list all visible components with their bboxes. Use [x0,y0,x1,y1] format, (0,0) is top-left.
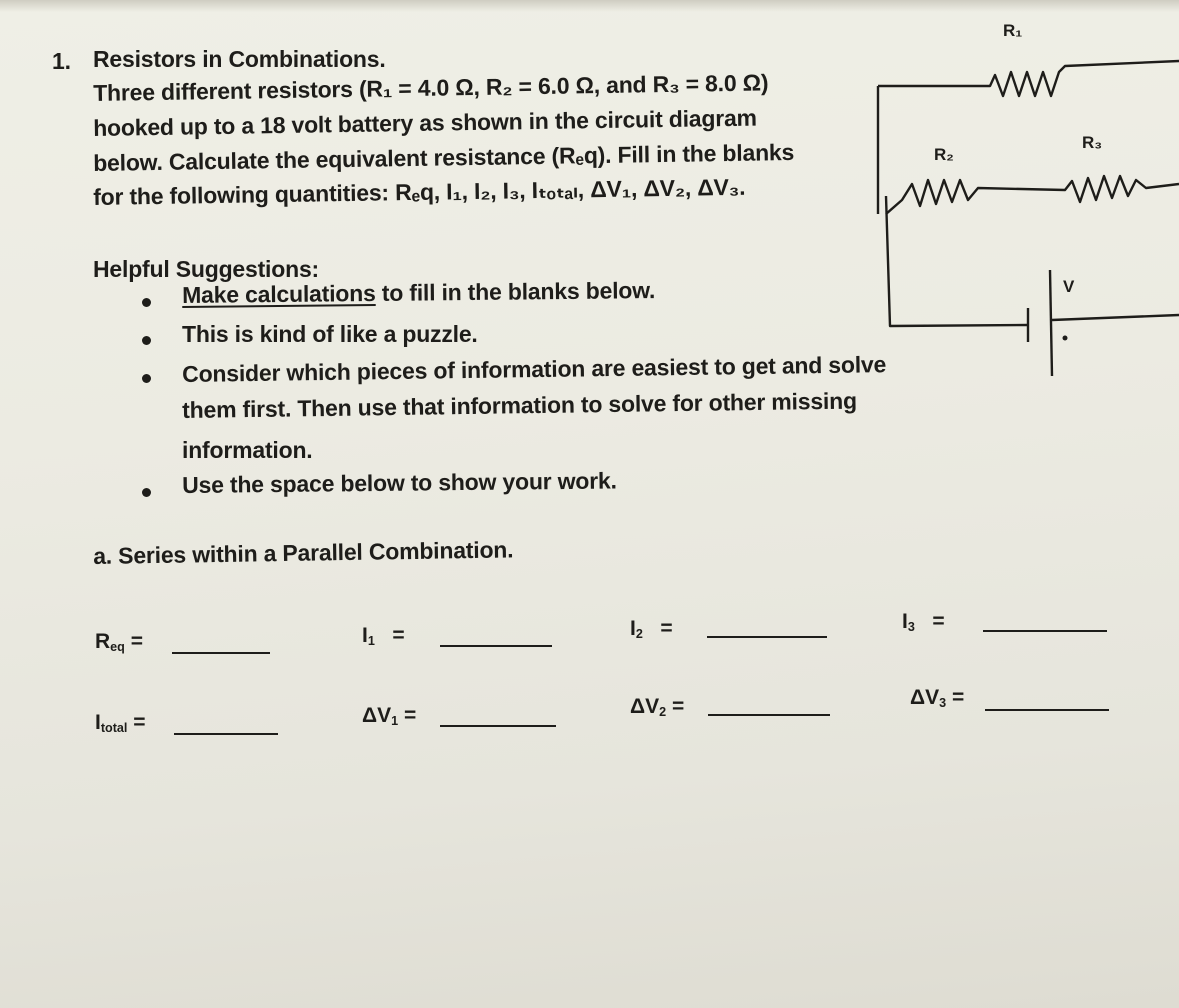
dv2-label-sub: 2 [659,705,667,720]
suggestion-1-rest: to fill in the blanks below. [375,277,656,306]
dv3-label-main: ΔV [910,686,940,709]
req-equals: = [130,630,143,653]
i2-label-main: I [630,617,636,640]
i3-blank[interactable] [983,630,1107,632]
i1-label [362,624,405,648]
r2-label: R₂ [934,145,954,164]
battery-long-plate [1050,270,1052,376]
suggestion-1-underlined: Make calculations [182,279,376,308]
suggestion-3-line-1: Consider which pieces of information are easiest to get and solve [182,351,887,387]
intro-line-2: hooked up to a 18 volt battery as shown in the circuit diagram [93,104,758,141]
dv1-label-sub: 1 [391,714,399,729]
dv1-equals: = [403,704,417,727]
bullet-icon [142,336,151,345]
i1-blank[interactable] [440,645,552,647]
dv3-blank[interactable] [985,709,1109,711]
suggestions-heading: Helpful Suggestions: [93,256,320,282]
i2-blank[interactable] [707,636,827,638]
suggestion-2: This is kind of like a puzzle. [182,321,478,347]
intro-line-4: for the following quantities: Rₑq, I₁, I₂, I₃, Iₜₒₜₐₗ, ΔV₁, ΔV₂, ΔV₃. [93,173,746,210]
suggestion-3-line-3: information. [182,437,313,463]
left-wire-lower [886,196,1028,326]
i3-label-sub: 3 [907,620,915,635]
battery-terminal-dot [1063,336,1068,341]
dv3-label [910,686,964,710]
top-branch-wire [878,61,1179,96]
dv2-label-main: ΔV [630,695,660,718]
itotal-blank[interactable] [174,733,278,735]
suggestion-1 [182,277,655,309]
itotal-equals: = [133,711,146,734]
dv3-equals: = [951,686,965,709]
i3-label [902,610,945,634]
r1-label: R₁ [1003,21,1023,40]
i1-label-sub: 1 [367,634,375,649]
i3-label-main: I [902,610,908,633]
intro-line-3: below. Calculate the equivalent resistance (Rₑq). Fill in the blanks [93,138,795,176]
intro-line-1: Three different resistors (R₁ = 4.0 Ω, R₂ = 6.0 Ω, and R₃ = 8.0 Ω) [93,69,769,106]
bullet-icon [142,488,151,497]
i2-label-sub: 2 [635,627,643,642]
i2-equals: = [660,617,673,640]
req-label [95,630,143,654]
dv1-label-main: ΔV [362,704,392,727]
dv3-label-sub: 3 [939,696,947,711]
req-label-sub: eq [110,640,125,655]
battery-right-wire [1052,315,1179,320]
suggestion-3-line-2: them first. Then use that information to solve for other missing [182,387,858,423]
dv2-blank[interactable] [708,714,830,716]
req-label-main: R [95,630,111,653]
problem-number: 1. [52,48,71,74]
i3-equals: = [932,610,945,633]
dv1-label [362,704,416,728]
problem-title: Resistors in Combinations. [93,46,386,72]
middle-branch-wire [886,176,1179,214]
req-blank[interactable] [172,652,270,654]
i1-label-main: I [362,624,368,647]
circuit-diagram [860,0,1179,400]
dv2-equals: = [671,695,685,718]
dv1-blank[interactable] [440,725,556,727]
i2-label [630,617,673,641]
battery-voltage-label: V [1063,277,1075,296]
itotal-label-main: I [95,711,101,734]
r3-label: R₃ [1082,133,1103,152]
i1-equals: = [392,624,405,647]
suggestion-4: Use the space below to show your work. [182,467,617,498]
bullet-icon [142,298,151,307]
itotal-label-sub: total [100,721,128,736]
itotal-label [95,711,146,735]
bullet-icon [142,374,151,383]
dv2-label [630,695,684,719]
part-a-title: a. Series within a Parallel Combination. [93,536,514,569]
